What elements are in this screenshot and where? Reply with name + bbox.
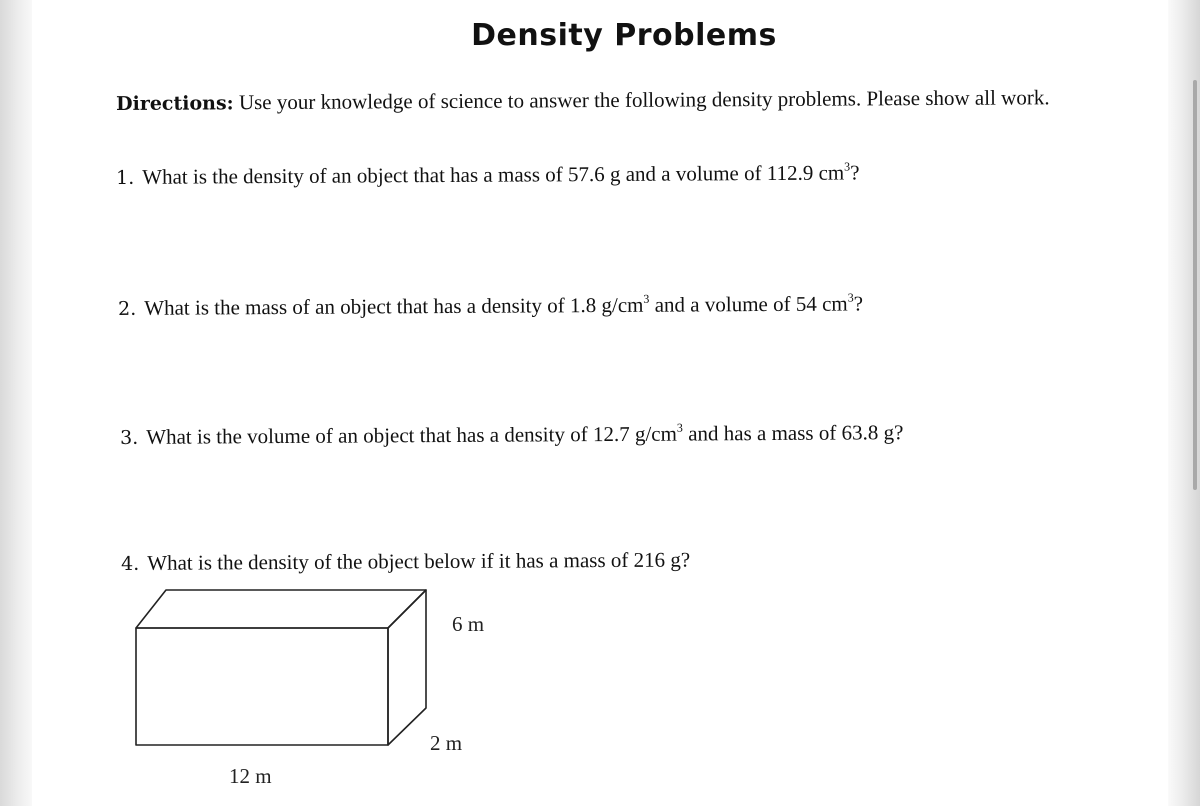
question-text-end: ? bbox=[850, 160, 860, 185]
question-text: What is the volume of an object that has a density of 12.7 g/cm bbox=[146, 421, 677, 449]
superscript-3: 3 bbox=[847, 290, 854, 305]
rectangular-prism-figure bbox=[32, 0, 1168, 806]
superscript-3: 3 bbox=[676, 420, 683, 435]
question-number: 3. bbox=[120, 426, 139, 449]
directions-paragraph bbox=[116, 82, 1076, 120]
prism-top-face bbox=[136, 590, 426, 628]
height-label: 6 m bbox=[452, 612, 485, 636]
question-text: What is the density of an object that has a mass of 57.6 g and a volume of 112.9 cm bbox=[142, 160, 845, 189]
question-text-end: and has a mass of 63.8 g? bbox=[682, 420, 904, 446]
question-text-end: ? bbox=[853, 291, 864, 316]
question-number: 2. bbox=[118, 297, 137, 320]
page-edge-left bbox=[0, 0, 32, 806]
question-2 bbox=[118, 289, 863, 323]
question-text-mid: and a volume of 54 cm bbox=[649, 291, 848, 317]
prism-front-face bbox=[136, 628, 388, 745]
prism-side-face bbox=[388, 590, 426, 745]
depth-label: 2 m bbox=[430, 731, 463, 755]
page-title: Density Problems bbox=[471, 18, 777, 53]
question-number: 1. bbox=[116, 166, 135, 189]
superscript-3: 3 bbox=[643, 291, 650, 306]
question-text: What is the density of the object below if it has a mass of 216 g? bbox=[147, 547, 691, 575]
directions-text: Use your knowledge of science to answer the following density problems. Please show all work. bbox=[233, 85, 1050, 115]
scrollbar-thumb[interactable] bbox=[1193, 80, 1197, 490]
question-4 bbox=[121, 546, 690, 578]
question-text: What is the mass of an object that has a density of 1.8 g/cm bbox=[144, 292, 644, 320]
question-number: 4. bbox=[121, 552, 140, 575]
directions-label: Directions: bbox=[116, 92, 234, 115]
superscript-3: 3 bbox=[844, 159, 851, 174]
question-3 bbox=[120, 418, 903, 452]
question-1 bbox=[116, 158, 860, 192]
length-label: 12 m bbox=[229, 764, 272, 788]
worksheet-page bbox=[32, 0, 1168, 806]
page-edge-right bbox=[1168, 0, 1200, 806]
